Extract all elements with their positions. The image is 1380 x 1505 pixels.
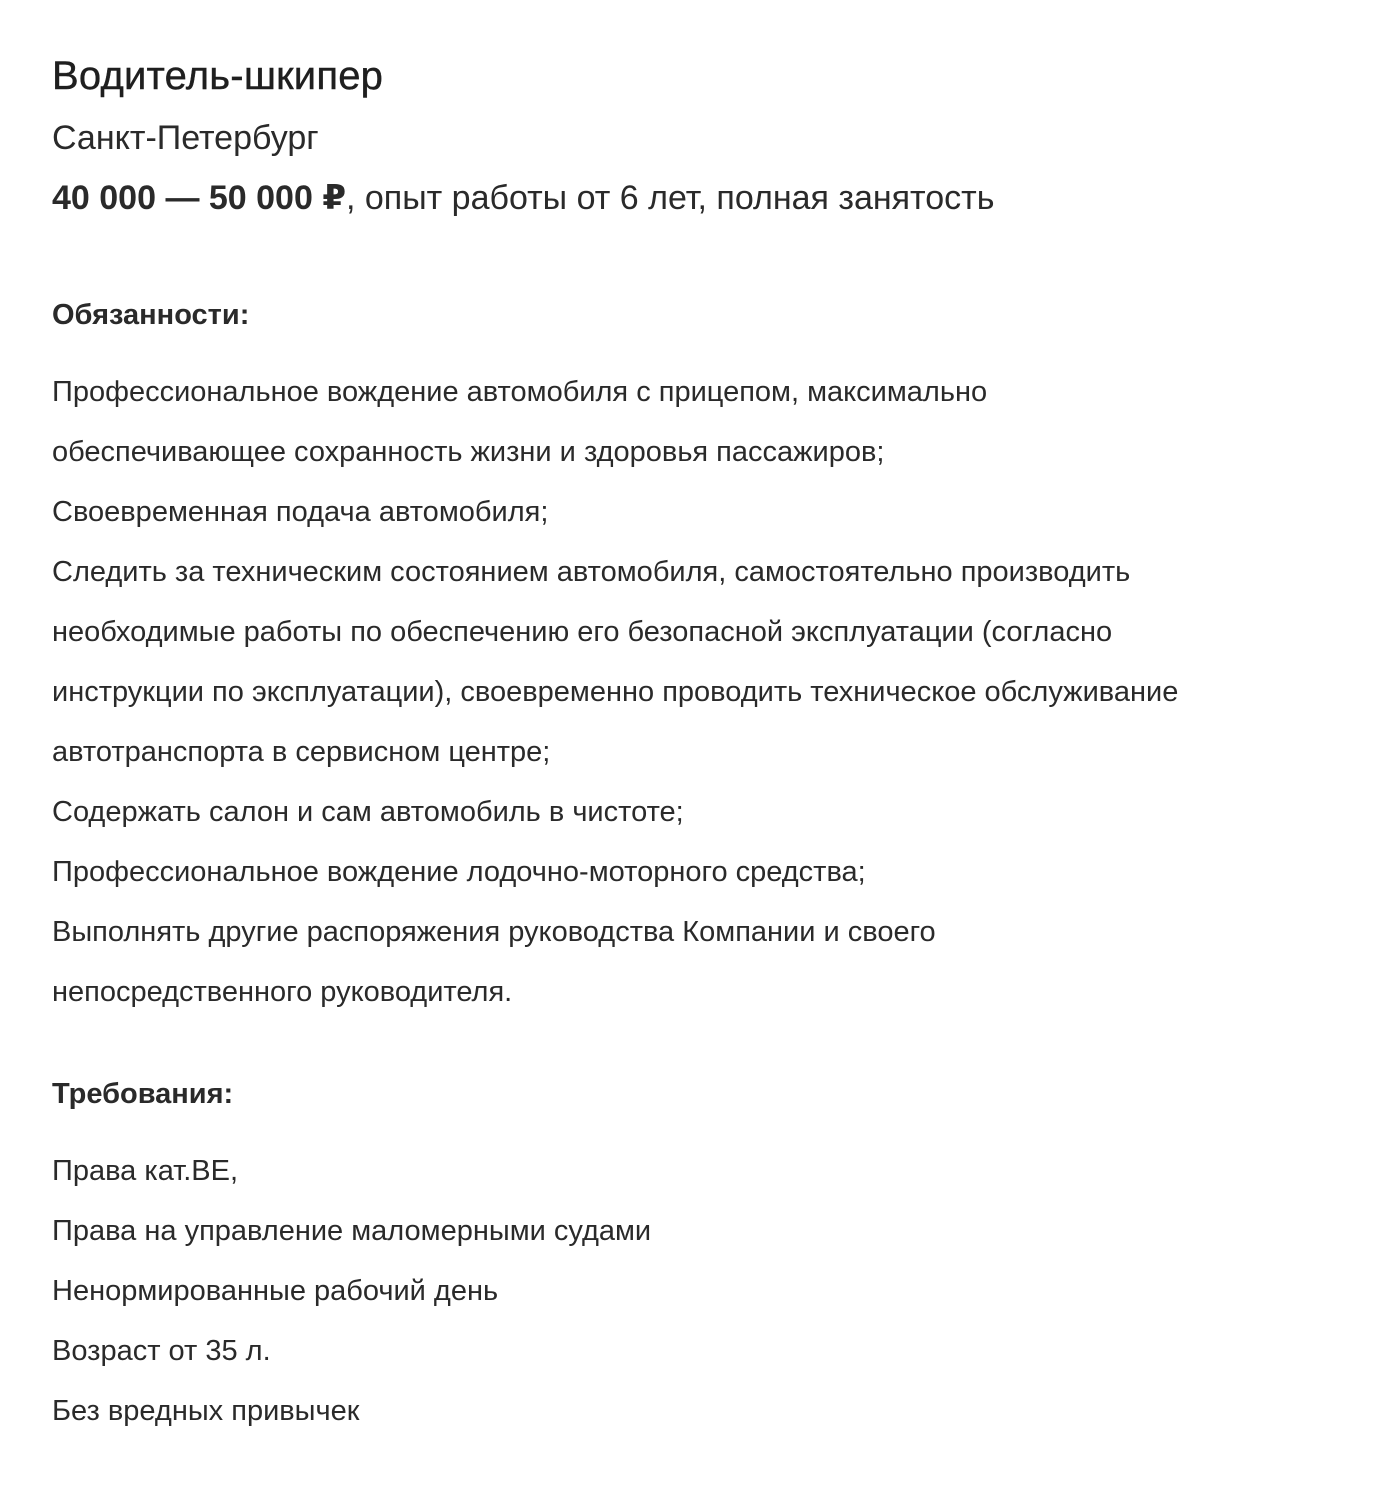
duties-line: Профессиональное вождение автомобиля с прицепом, максимально bbox=[52, 376, 988, 408]
requirements-line: Без вредных привычек bbox=[52, 1395, 360, 1427]
duties-line: Профессиональное вождение лодочно-моторного средства; bbox=[52, 856, 866, 888]
duties-line: Содержать салон и сам автомобиль в чистоте; bbox=[52, 796, 684, 828]
duties-line: необходимые работы по обеспечению его безопасной эксплуатации (согласно bbox=[52, 616, 1113, 648]
duties-line: обеспечивающее сохранность жизни и здоровья пассажиров; bbox=[52, 436, 885, 468]
requirements-line: Права на управление маломерными судами bbox=[52, 1215, 652, 1247]
vacancy-title: Водитель-шкипер bbox=[52, 54, 384, 98]
requirements-line: Возраст от 35 л. bbox=[52, 1335, 271, 1367]
duties-line: инструкции по эксплуатации), своевременно проводить техническое обслуживание bbox=[52, 676, 1179, 708]
requirements-text bbox=[52, 1141, 1328, 1441]
duties-line: Следить за техническим состоянием автомобиля, самостоятельно производить bbox=[52, 556, 1131, 588]
salary-range: 40 000 — 50 000 ₽ bbox=[52, 179, 346, 217]
duties-line: Своевременная подача автомобиля; bbox=[52, 496, 549, 528]
duties-heading: Обязанности: bbox=[52, 299, 250, 331]
salary-line bbox=[52, 176, 1328, 220]
duties-line: непосредственного руководителя. bbox=[52, 976, 513, 1008]
duties-text bbox=[52, 362, 1328, 1022]
requirements-heading: Требования: bbox=[52, 1078, 234, 1110]
vacancy-city: Санкт-Петербург bbox=[52, 119, 319, 157]
requirements-line: Права кат.BE, bbox=[52, 1155, 239, 1187]
duties-line: автотранспорта в сервисном центре; bbox=[52, 736, 551, 768]
employment-conditions: , опыт работы от 6 лет, полная занятость bbox=[345, 179, 995, 217]
requirements-line: Ненормированные рабочий день bbox=[52, 1275, 499, 1307]
duties-line: Выполнять другие распоряжения руководства Компании и своего bbox=[52, 916, 936, 948]
